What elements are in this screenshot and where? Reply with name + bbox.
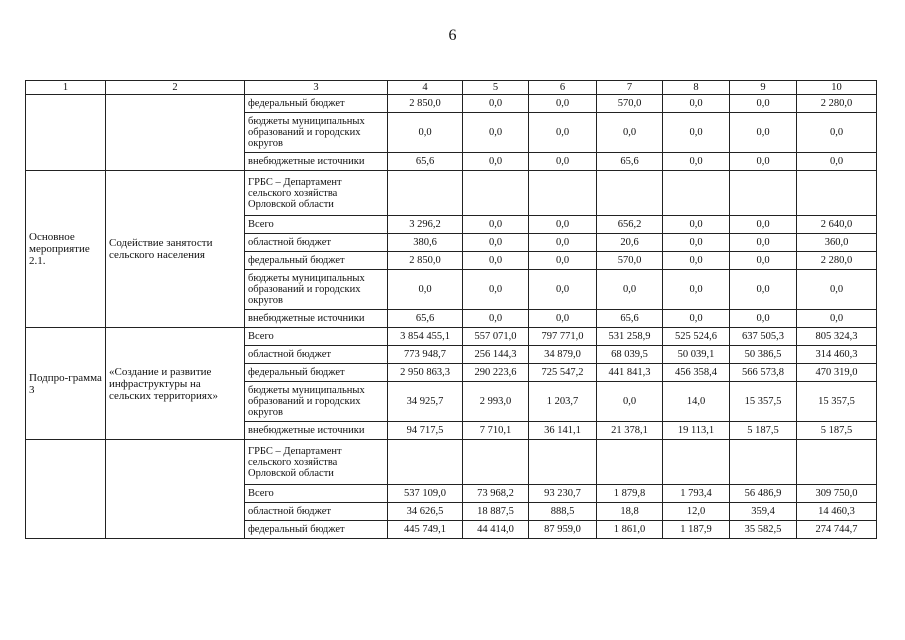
amount-cell: 0,0	[663, 234, 730, 252]
amount-cell: 570,0	[597, 252, 663, 270]
amount-cell: 0,0	[463, 113, 529, 153]
table-row	[26, 328, 877, 346]
amount-cell: 34 925,7	[388, 382, 463, 422]
funding-source-cell: областной бюджет	[245, 503, 388, 521]
amount-cell: 0,0	[597, 113, 663, 153]
amount-cell: 456 358,4	[663, 364, 730, 382]
amount-cell: 0,0	[663, 252, 730, 270]
amount-cell: 656,2	[597, 216, 663, 234]
column-header: 6	[529, 81, 597, 95]
amount-cell: 725 547,2	[529, 364, 597, 382]
header-row	[26, 81, 877, 95]
amount-cell: 566 573,8	[730, 364, 797, 382]
amount-cell: 1 793,4	[663, 485, 730, 503]
amount-cell: 94 717,5	[388, 422, 463, 440]
column-header: 8	[663, 81, 730, 95]
column-header: 3	[245, 81, 388, 95]
amount-cell: 0,0	[463, 310, 529, 328]
funding-source-cell: федеральный бюджет	[245, 252, 388, 270]
amount-cell: 470 319,0	[797, 364, 877, 382]
activity-name-cell: «Создание и развитие инфраструктуры на сельских территориях»	[106, 328, 245, 440]
amount-cell: 65,6	[388, 310, 463, 328]
column-header: 9	[730, 81, 797, 95]
budget-table	[25, 80, 877, 539]
amount-cell: 3 296,2	[388, 216, 463, 234]
amount-cell: 15 357,5	[730, 382, 797, 422]
amount-cell	[730, 440, 797, 485]
amount-cell	[797, 440, 877, 485]
amount-cell: 0,0	[663, 153, 730, 171]
activity-code-cell: Основное мероприятие 2.1.	[26, 171, 106, 328]
amount-cell	[388, 171, 463, 216]
column-header: 2	[106, 81, 245, 95]
amount-cell: 805 324,3	[797, 328, 877, 346]
amount-cell	[597, 440, 663, 485]
amount-cell: 2 993,0	[463, 382, 529, 422]
amount-cell: 0,0	[388, 270, 463, 310]
amount-cell: 0,0	[463, 252, 529, 270]
amount-cell: 290 223,6	[463, 364, 529, 382]
amount-cell	[597, 171, 663, 216]
amount-cell: 0,0	[730, 270, 797, 310]
amount-cell: 50 039,1	[663, 346, 730, 364]
amount-cell: 0,0	[797, 153, 877, 171]
funding-source-cell: ГРБС – Департамент сельского хозяйства Орловской области	[245, 440, 388, 485]
amount-cell	[529, 171, 597, 216]
amount-cell	[797, 171, 877, 216]
amount-cell: 0,0	[730, 310, 797, 328]
amount-cell: 0,0	[730, 95, 797, 113]
amount-cell: 68 039,5	[597, 346, 663, 364]
amount-cell	[463, 440, 529, 485]
amount-cell: 557 071,0	[463, 328, 529, 346]
column-header: 7	[597, 81, 663, 95]
amount-cell	[388, 440, 463, 485]
amount-cell: 19 113,1	[663, 422, 730, 440]
amount-cell: 44 414,0	[463, 521, 529, 539]
amount-cell: 0,0	[463, 216, 529, 234]
amount-cell: 445 749,1	[388, 521, 463, 539]
amount-cell	[663, 171, 730, 216]
amount-cell: 0,0	[730, 216, 797, 234]
funding-source-cell: внебюджетные источники	[245, 153, 388, 171]
amount-cell: 0,0	[730, 153, 797, 171]
amount-cell: 0,0	[663, 216, 730, 234]
amount-cell: 18,8	[597, 503, 663, 521]
amount-cell	[663, 440, 730, 485]
activity-code-cell: Подпро-грамма 3	[26, 328, 106, 440]
amount-cell: 65,6	[388, 153, 463, 171]
amount-cell: 359,4	[730, 503, 797, 521]
amount-cell: 3 854 455,1	[388, 328, 463, 346]
amount-cell: 0,0	[388, 113, 463, 153]
amount-cell: 65,6	[597, 310, 663, 328]
table-row	[26, 171, 877, 216]
amount-cell: 0,0	[730, 252, 797, 270]
activity-code-cell	[26, 95, 106, 171]
amount-cell: 0,0	[529, 270, 597, 310]
amount-cell: 0,0	[663, 113, 730, 153]
amount-cell: 5 187,5	[797, 422, 877, 440]
funding-source-cell: Всего	[245, 328, 388, 346]
amount-cell: 65,6	[597, 153, 663, 171]
funding-source-cell: федеральный бюджет	[245, 95, 388, 113]
amount-cell: 2 950 863,3	[388, 364, 463, 382]
amount-cell: 0,0	[529, 153, 597, 171]
amount-cell: 20,6	[597, 234, 663, 252]
funding-source-cell: бюджеты муниципальных образований и городских округов	[245, 270, 388, 310]
amount-cell: 797 771,0	[529, 328, 597, 346]
amount-cell: 2 850,0	[388, 252, 463, 270]
amount-cell: 0,0	[463, 234, 529, 252]
amount-cell: 0,0	[529, 216, 597, 234]
amount-cell: 0,0	[529, 95, 597, 113]
page-number: 6	[448, 27, 457, 44]
amount-cell: 0,0	[463, 153, 529, 171]
amount-cell: 0,0	[797, 310, 877, 328]
amount-cell: 309 750,0	[797, 485, 877, 503]
funding-source-cell: бюджеты муниципальных образований и городских округов	[245, 113, 388, 153]
amount-cell	[730, 171, 797, 216]
amount-cell: 15 357,5	[797, 382, 877, 422]
table-row	[26, 440, 877, 485]
amount-cell: 0,0	[597, 382, 663, 422]
amount-cell	[529, 440, 597, 485]
funding-source-cell: федеральный бюджет	[245, 521, 388, 539]
amount-cell: 256 144,3	[463, 346, 529, 364]
amount-cell: 1 861,0	[597, 521, 663, 539]
amount-cell: 0,0	[463, 270, 529, 310]
funding-source-cell: областной бюджет	[245, 234, 388, 252]
amount-cell: 2 640,0	[797, 216, 877, 234]
column-header: 1	[26, 81, 106, 95]
amount-cell: 0,0	[797, 270, 877, 310]
funding-source-cell: Всего	[245, 485, 388, 503]
amount-cell: 380,6	[388, 234, 463, 252]
amount-cell: 0,0	[730, 234, 797, 252]
column-header: 4	[388, 81, 463, 95]
column-header: 10	[797, 81, 877, 95]
amount-cell: 0,0	[463, 95, 529, 113]
amount-cell: 56 486,9	[730, 485, 797, 503]
amount-cell: 441 841,3	[597, 364, 663, 382]
amount-cell: 12,0	[663, 503, 730, 521]
amount-cell: 34 879,0	[529, 346, 597, 364]
amount-cell: 1 203,7	[529, 382, 597, 422]
amount-cell	[463, 171, 529, 216]
amount-cell: 87 959,0	[529, 521, 597, 539]
amount-cell: 0,0	[663, 95, 730, 113]
amount-cell: 537 109,0	[388, 485, 463, 503]
activity-code-cell	[26, 440, 106, 539]
amount-cell: 7 710,1	[463, 422, 529, 440]
amount-cell: 314 460,3	[797, 346, 877, 364]
amount-cell: 637 505,3	[730, 328, 797, 346]
amount-cell: 0,0	[730, 113, 797, 153]
amount-cell: 2 280,0	[797, 252, 877, 270]
amount-cell: 0,0	[797, 113, 877, 153]
funding-source-cell: ГРБС – Департамент сельского хозяйства Орловской области	[245, 171, 388, 216]
funding-source-cell: внебюджетные источники	[245, 422, 388, 440]
funding-source-cell: внебюджетные источники	[245, 310, 388, 328]
activity-name-cell	[106, 95, 245, 171]
amount-cell: 773 948,7	[388, 346, 463, 364]
amount-cell: 73 968,2	[463, 485, 529, 503]
amount-cell: 360,0	[797, 234, 877, 252]
activity-name-cell: Содействие занятости сельского населения	[106, 171, 245, 328]
amount-cell: 93 230,7	[529, 485, 597, 503]
amount-cell: 50 386,5	[730, 346, 797, 364]
table-row	[26, 95, 877, 113]
amount-cell: 34 626,5	[388, 503, 463, 521]
amount-cell: 531 258,9	[597, 328, 663, 346]
amount-cell: 18 887,5	[463, 503, 529, 521]
amount-cell: 2 280,0	[797, 95, 877, 113]
funding-source-cell: бюджеты муниципальных образований и городских округов	[245, 382, 388, 422]
amount-cell: 0,0	[529, 310, 597, 328]
amount-cell: 888,5	[529, 503, 597, 521]
amount-cell: 35 582,5	[730, 521, 797, 539]
amount-cell: 0,0	[529, 252, 597, 270]
amount-cell: 0,0	[663, 270, 730, 310]
amount-cell: 274 744,7	[797, 521, 877, 539]
funding-source-cell: областной бюджет	[245, 346, 388, 364]
amount-cell: 14,0	[663, 382, 730, 422]
amount-cell: 0,0	[529, 113, 597, 153]
amount-cell: 0,0	[597, 270, 663, 310]
amount-cell: 525 524,6	[663, 328, 730, 346]
amount-cell: 570,0	[597, 95, 663, 113]
amount-cell: 1 879,8	[597, 485, 663, 503]
amount-cell: 36 141,1	[529, 422, 597, 440]
column-header: 5	[463, 81, 529, 95]
funding-source-cell: федеральный бюджет	[245, 364, 388, 382]
table-body	[26, 95, 877, 539]
amount-cell: 2 850,0	[388, 95, 463, 113]
amount-cell: 5 187,5	[730, 422, 797, 440]
activity-name-cell	[106, 440, 245, 539]
amount-cell: 0,0	[529, 234, 597, 252]
amount-cell: 1 187,9	[663, 521, 730, 539]
funding-source-cell: Всего	[245, 216, 388, 234]
amount-cell: 0,0	[663, 310, 730, 328]
amount-cell: 21 378,1	[597, 422, 663, 440]
amount-cell: 14 460,3	[797, 503, 877, 521]
